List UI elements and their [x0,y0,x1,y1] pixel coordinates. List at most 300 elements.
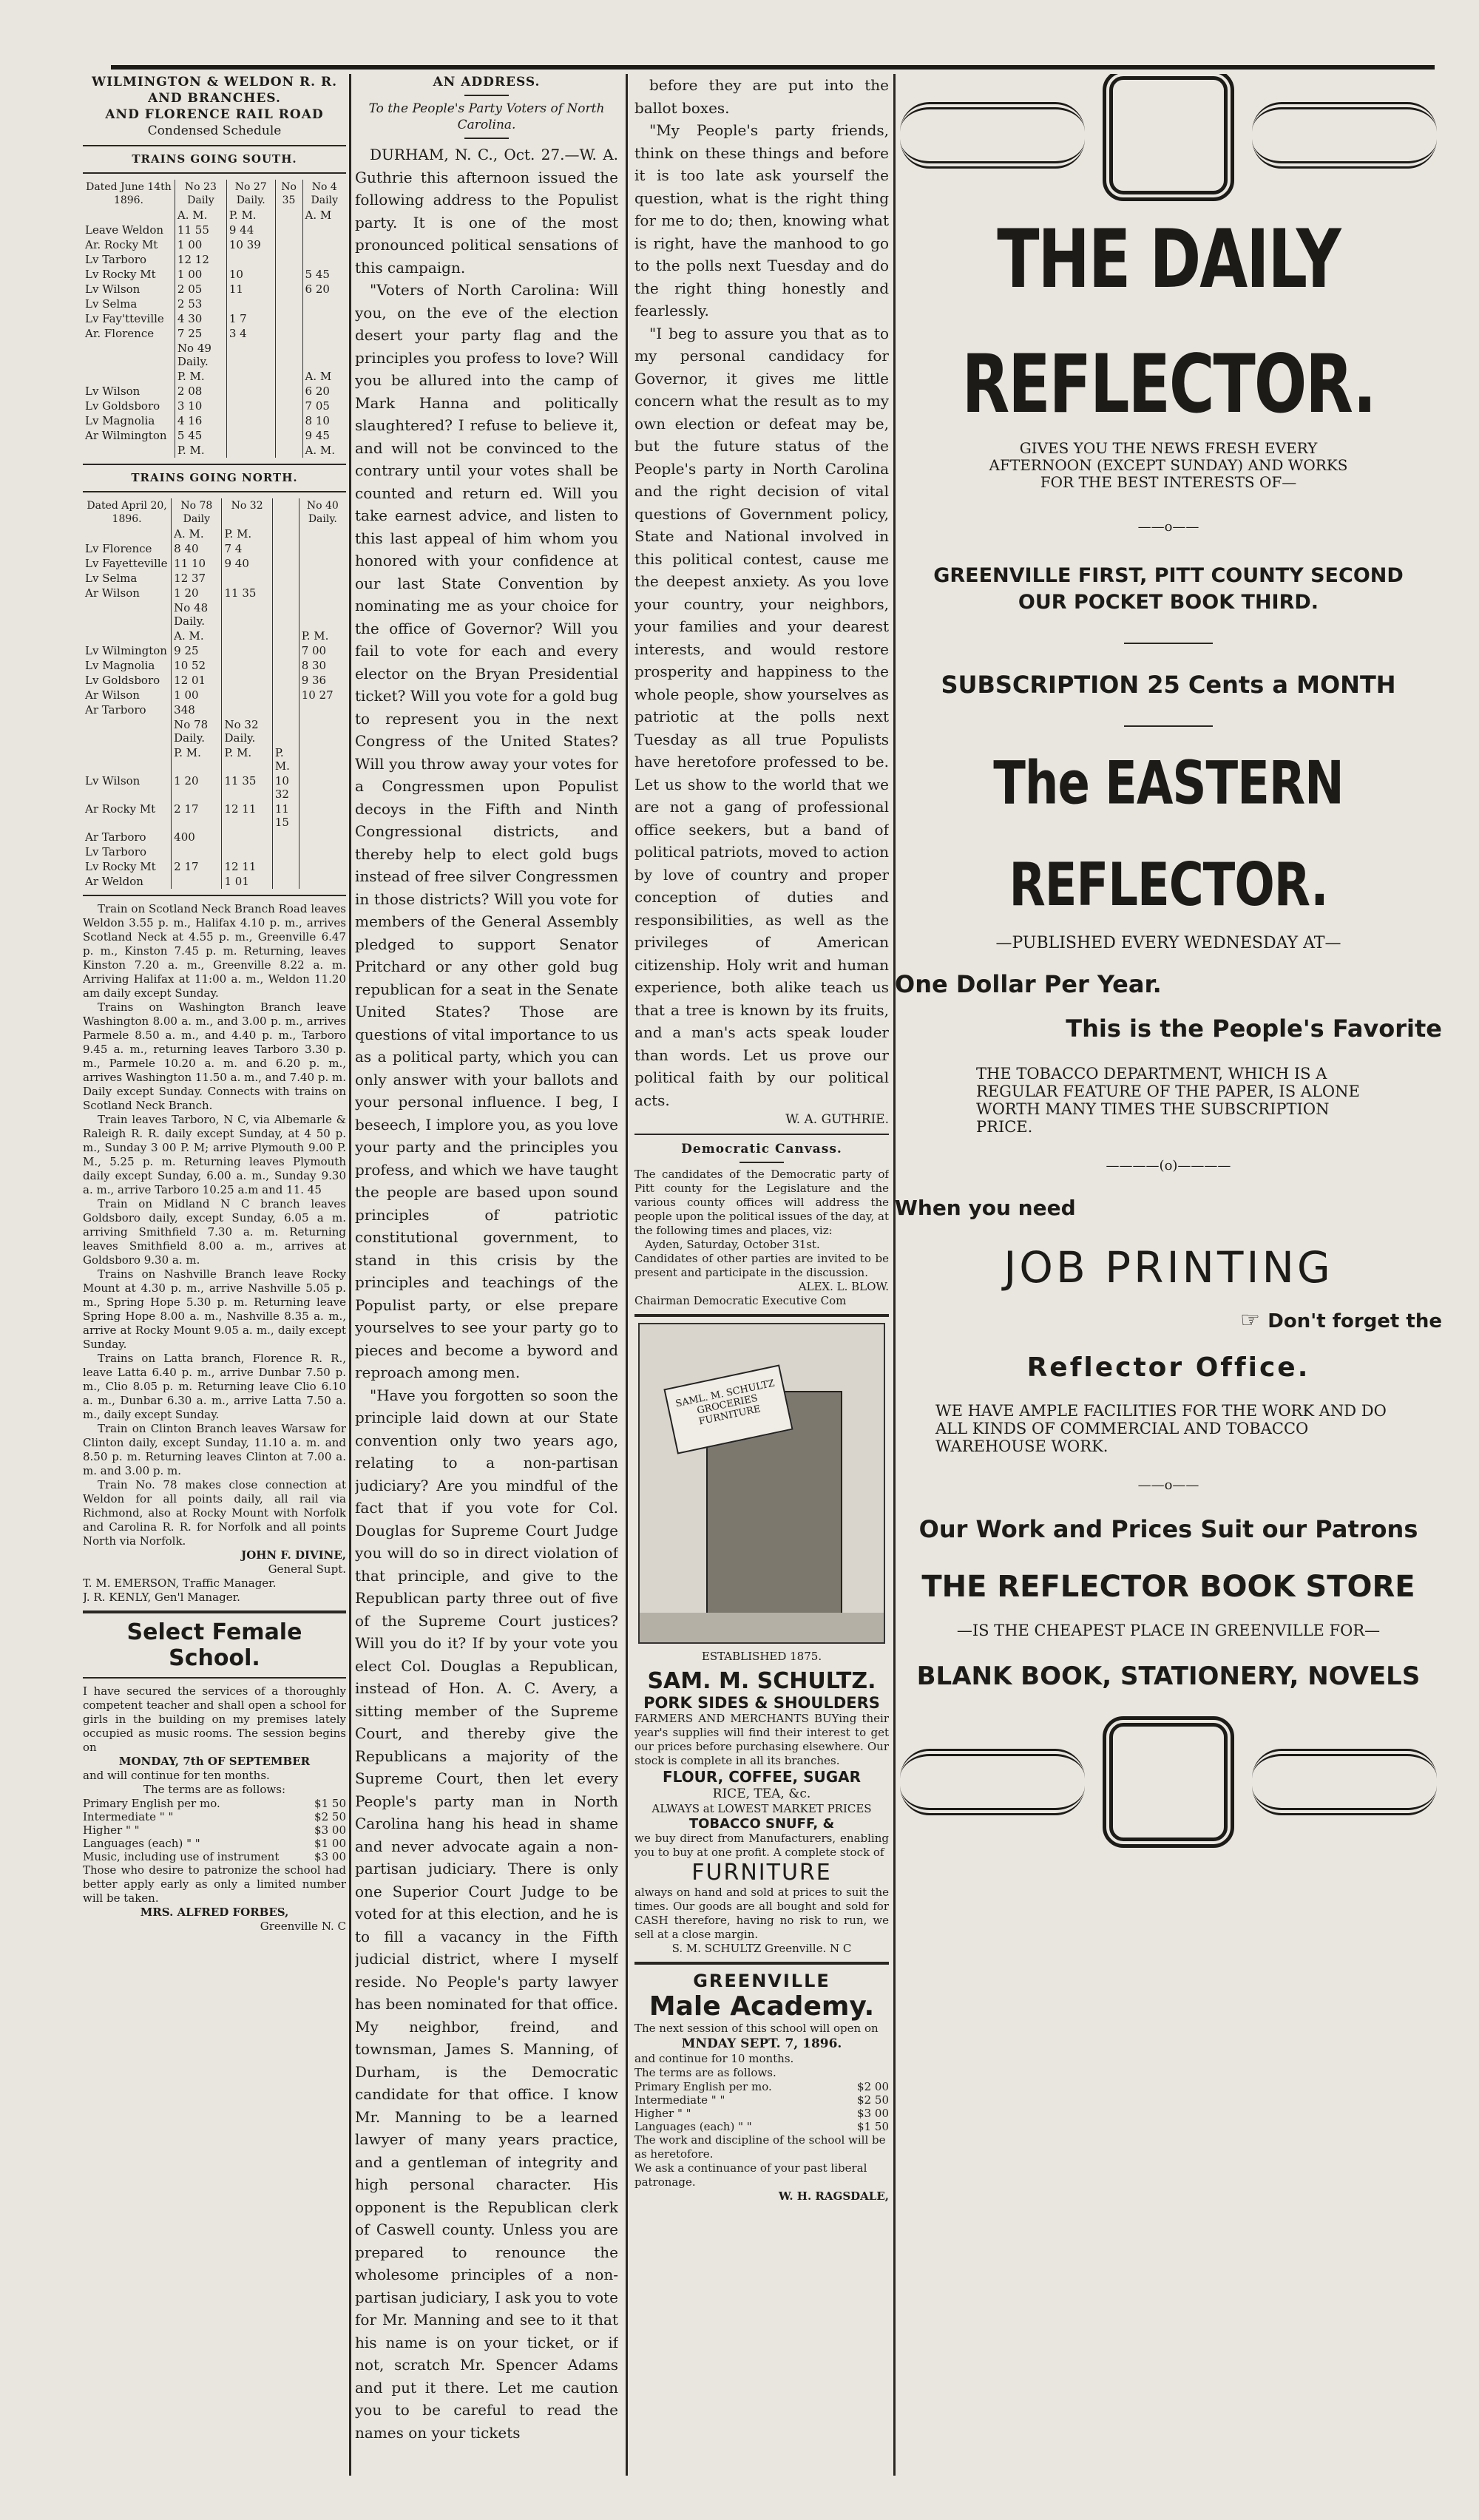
divider [83,1677,346,1679]
store-street [640,1613,884,1642]
schultz-farmers: FARMERS AND MERCHANTS BUYing their year's supplies will find their interest to get our prices before purchasing elsewhere. Our stock is complete in all its branches. [634,1712,889,1767]
column-ads [634,74,889,2476]
timetable-cell [302,223,346,237]
canvass-text: The candidates of the Democratic party of Pitt county for the Legislature and the various county offices will address the people upon the political issues of the day, at the following times and places, viz: [634,1168,889,1237]
timetable-cell [226,384,275,399]
schultz-flour: FLOUR, COFFEE, SUGAR [662,1768,862,1786]
ornament-bottom [895,1721,1442,1843]
railroad-note: Train No. 78 makes close connection at Weldon for all points daily, all rail via Richmond, also at Rocky Mount with Norfolk and Carolina R. R. for Norfolk and all points North via Norfolk. [83,1478,346,1548]
timetable-cell [222,702,272,717]
divider [1124,643,1213,644]
timetable-cell: 10 52 [172,658,222,673]
north-header: TRAINS GOING NORTH. [131,471,298,484]
timetable-cell [299,859,346,874]
timetable-cell [272,830,299,844]
timetable-row [83,526,346,541]
reflector-office: Reflector Office. [1026,1352,1310,1383]
timetable-cell: 6 20 [302,282,346,297]
timetable-row [83,773,346,802]
school-intro: I have secured the services of a thoroughly competent teacher and shall open a school for girls in the building on my premises lately occupied as music rooms. The session begins on [83,1684,346,1754]
timetable-row [83,252,346,267]
price-row [634,2107,889,2120]
timetable-cell: Lv Magnolia [85,659,155,672]
column-address [355,74,618,2476]
price-row [83,1810,346,1823]
schultz-tobacco: TOBACCO SNUFF, & [688,1816,835,1832]
timetable-cell [302,341,346,369]
price-row [634,2080,889,2093]
timetable-row [83,688,346,702]
timetable-cell [275,311,302,326]
academy-text: The next session of this school will open on [634,2022,879,2035]
timetable-cell [299,844,346,859]
timetable-cell [222,571,272,586]
timetable-row [83,297,346,311]
timetable-cell: Ar Wilson [85,586,140,600]
school-note: Those who desire to patronize the school had better apply early as only a limited number will be taken. [83,1863,346,1905]
timetable-row [83,802,346,830]
timetable-cell: A. M [302,208,346,223]
general-manager: J. R. KENLY, Gen'l Manager. [83,1591,240,1604]
railroad-note: Trains on Nashville Branch leave Rocky Mount at 4.30 p. m., arrive Nashville 5.05 p. m., Spring Hope 5.30 p. m. Returning leave Spring Hope 8.00 a. m., Nashville 8.35 a. m., arrive at Rocky Mount 9.05 a. m., daily except Sunday. [83,1267,346,1351]
timetable-cell: A. M. [172,629,222,643]
timetable-cell: Lv Wilson [85,385,141,398]
top-page-rule [111,65,1435,70]
price-row [83,1823,346,1837]
timetable-cell: Lv Wilson [85,282,141,296]
railroad-title: WILMINGTON & WELDON R. R. [91,75,338,89]
timetable-cell: 9 45 [302,428,346,443]
ornament-scroll [900,102,1085,169]
timetable-cell: Ar Rocky Mt [85,802,156,816]
price-label: Intermediate " " [634,2093,725,2107]
schultz-pork: PORK SIDES & SHOULDERS [643,1694,880,1712]
timetable-cell: 12 37 [172,571,222,586]
timetable-cell: Ar Wilmington [85,429,167,442]
timetable-cell [299,745,346,773]
timetable-cell [299,600,346,629]
timetable-cell: No 49 Daily. [175,341,226,369]
timetable-row [83,717,346,745]
timetable-cell [299,717,346,745]
timetable-cell: 348 [172,702,222,717]
timetable-cell: P. M. [222,526,272,541]
timetable-column-header: No 78 Daily [172,498,222,526]
timetable-row [83,629,346,643]
timetable-cell [275,297,302,311]
timetable-cell [275,341,302,369]
dont-forget-text: Don't forget the [1268,1310,1442,1332]
price-label: Languages (each) " " [634,2120,752,2133]
north-timetable [83,498,346,889]
timetable-cell [275,413,302,428]
timetable-row [83,571,346,586]
timetable-cell: 1 01 [222,874,272,889]
timetable-cell: 2 05 [175,282,226,297]
timetable-row [83,223,346,237]
address-paragraph: "I beg to assure you that as to my personal candidacy for Governor, it gives me little concern what the result as to my own election or defeat may be, but the future status of the People's party in North Carolina and the right decision of vital questions of Government policy, State and National involved in this political contest, cause me the deepest anxiety. As you love your country, your neighbors, your families and your dearest interests, and would restore prosperity and happiness to the whole people, show yourselves as patriotic at the polls next Tuesday as all true Populists have heretofore professed to be. Let us show to the world that we are not a gang of professional office seekers, but a band of political patriots, moved to action by love of country and proper conception of duties and responsibilities, as well as the privileges of American citizenship. Holy writ and human experience, both alike teach us that a tree is known by its fruits, and a man's acts speak louder than words. Let us prove our political faith by our political acts. [634,324,889,1109]
address-paragraph: "Voters of North Carolina: Will you, on the eve of the election desert your party flag and the principles you profess to love? Will you be allured into the camp of Mark Hanna and politically slaughtered? I refuse to believe it, and will not be convinced to the contrary until your votes shall be counted and return ed. Will you take earnest advice, and listen to this last appeal of him whom you honored with your confidence at our last State Convention by nominating me as your choice for the office of Governor? Will you fail to vote for each and every elector on the Bryan Presidential ticket? Will you vote for a gold bug to represent you in the next Congress of the United States? Will you throw away your votes for a Congressmen upon Populist decoys in the Fifth and Ninth Congressional districts, and thereby help to elect gold bugs instead of free silver Congressmen in those districts? Will you vote for members of the General Assembly pledged to support Senator Pritchard or any other gold bug republican for a seat in the Senate United States? Those are questions of vital importance to us as a political party, which you can only answer with your ballots and your personal influence. I beg, I beseech, I implore you, as you love your party and the principles you profess, and which we have taught the people are based upon sound principles of patriotic constitutional government, to stand in this crisis by the principles and teachings of the Populist party, or else prepare yourselves to see your party go to pieces and become a byword and reproach among men. [355,281,618,1381]
timetable-cell [275,384,302,399]
academy-terms [634,2080,889,2133]
timetable-cell: 1 20 [172,773,222,802]
timetable-cell [272,673,299,688]
column-rule [626,74,628,2476]
timetable-cell: A. M. [172,526,222,541]
divider [634,1314,889,1317]
timetable-cell [272,629,299,643]
timetable-cell: 11 10 [172,556,222,571]
address-subheading: To the People's Party Voters of North Carolina. [368,101,605,132]
school-title: Select Female School. [126,1619,302,1671]
timetable-cell [83,629,172,643]
timetable-row [83,384,346,399]
timetable-cell: 5 45 [302,267,346,282]
timetable-cell [275,208,302,223]
price-value: $1 50 [314,1797,346,1810]
timetable-cell [226,443,275,458]
column-rule [349,74,351,2476]
guthrie-signature: W. A. GUTHRIE. [785,1112,889,1127]
timetable-row [83,208,346,223]
separator: ——o—— [1137,519,1199,535]
timetable-cell [222,830,272,844]
address-body [355,143,618,2444]
timetable-column-header: Dated June 14th 1896. [86,181,172,206]
price-label: Higher " " [634,2107,691,2120]
column-railroad [83,74,346,2476]
timetable-row [83,326,346,341]
book-store-line: THE REFLECTOR BOOK STORE [921,1570,1415,1604]
railroad-notes [83,902,346,1548]
address-paragraph: "Have you forgotten so soon the principle laid down at our State convention only two years ago, relating to a non-partisan judiciary? Are you mindful of the fact that if you vote for Col. Douglas for Supreme Court Judge you will do so in direct violation of that principle, and give to the Republican party three out of five of the Supreme Court justices? Will you do it? If by your vote you elect Col. Douglas a Republican, instead of Hon. A. C. Avery, a sitting member of the Supreme Court, and thereby give the Republicans a majority of the Supreme Court, then let every People's party man in North Carolina hang his head in shame and never advocate again a non-partisan judiciary. There is only one Superior Court Judge to be voted for at this election, and he is to fill a vacancy in the Fifth judicial district, where I myself reside. No People's party lawyer has been nominated for that office. My neighbor, freind, and townsman, James S. Manning, of Durham, is the Democratic candidate for that office. I know Mr. Manning to be a learned lawyer of many years practice, and a gentleman of integrity and high personal character. His opponent is the Republican clerk of Caswell county. Unless you are prepared to renounce the wholesome principles of a non-partisan judiciary, I ask you to vote for Mr. Manning and see to it that his name is on your ticket, or if not, scratch Mr. Spencer Adams and put it there. Let me caution you to be careful to read the names on your tickets [355,1386,618,2442]
timetable-cell: Lv Tarboro [85,845,146,858]
divider [740,1162,784,1163]
timetable-cell: Ar Wilson [85,688,140,702]
timetable-cell: P. M. [226,208,275,223]
blank-book-line: BLANK BOOK, STATIONERY, NOVELS [916,1662,1421,1691]
timetable-cell: No 32 Daily. [222,717,272,745]
timetable-row [83,673,346,688]
timetable-cell: Ar. Florence [85,327,155,340]
store-engraving [638,1323,885,1644]
timetable-cell: 1 00 [175,267,226,282]
canvass-signature: ALEX. L. BLOW. [798,1280,889,1293]
timetable-cell [222,600,272,629]
schultz-name: SAM. M. SCHULTZ. [647,1668,876,1694]
railroad-signature-title: General Supt. [268,1562,346,1576]
divider [83,1610,346,1613]
schultz-rice: RICE, TEA, &c. [712,1786,811,1801]
ornament-scroll [1252,102,1437,169]
timetable-column-header: No 35 [275,180,302,208]
schultz-signature: S. M. SCHULTZ Greenville. N C [671,1942,852,1955]
timetable-cell: 12 11 [222,859,272,874]
price-label: Languages (each) " " [83,1837,200,1850]
timetable-cell: Leave Weldon [85,223,164,237]
eastern-reflector-title: The EASTERN REFLECTOR. [993,750,1344,920]
timetable-cell [299,702,346,717]
schultz-furniture: FURNITURE [691,1860,832,1886]
timetable-row [83,399,346,413]
ornament-top [895,74,1442,196]
railroad-schedule-label: Condensed Schedule [147,123,282,138]
timetable-cell: 11 15 [272,802,299,830]
timetable-cell [83,443,175,458]
timetable-cell: P. M. [272,745,299,773]
timetable-cell [299,571,346,586]
timetable-cell: 7 4 [222,541,272,556]
price-row [83,1837,346,1850]
timetable-cell: 5 45 [175,428,226,443]
timetable-column-header: No 27 Daily. [226,180,275,208]
timetable-cell: 6 20 [302,384,346,399]
timetable-cell [299,773,346,802]
tobacco-department: THE TOBACCO DEPARTMENT, WHICH IS A REGULAR FEATURE OF THE PAPER, IS ALONE WORTH MANY TIMES THE SUBSCRIPTION PRICE. [976,1065,1360,1136]
timetable-cell [272,874,299,889]
timetable-row [83,586,346,600]
academy-top: GREENVILLE [693,1971,830,1991]
price-value: $3 00 [857,2107,889,2120]
canvass-note: Candidates of other parties are invited to be present and participate in the discussion. [634,1252,889,1279]
separator: ————(o)———— [1106,1158,1231,1173]
timetable-cell [222,643,272,658]
timetable-cell [83,600,172,629]
timetable-cell: 4 16 [175,413,226,428]
need-line: When you need [895,1196,1076,1220]
timetable-row [83,702,346,717]
timetable-cell: 1 00 [175,237,226,252]
price-label: Primary English per mo. [83,1797,220,1810]
timetable-cell [275,428,302,443]
timetable-cell [299,874,346,889]
timetable-cell [302,237,346,252]
ornament-scroll [900,1749,1085,1815]
dollar-line: One Dollar Per Year. [895,970,1162,998]
price-label: Music, including use of instrument [83,1850,280,1863]
railroad-note: Train on Midland N C branch leaves Goldsboro daily, except Sunday, 6.05 a m. arriving Smithfield 7.30 a. m. Returning leaves Smithfield 8.00 a. m., arrives at Goldsboro 9.30 a. m. [83,1197,346,1267]
timetable-cell: A. M [302,369,346,384]
timetable-cell [222,688,272,702]
timetable-row [83,341,346,369]
timetable-cell [272,658,299,673]
timetable-column-header: No 23 Daily [175,180,226,208]
timetable-cell [275,223,302,237]
timetable-cell: Ar. Rocky Mt [85,238,158,251]
timetable-cell [275,399,302,413]
work-prices-line: Our Work and Prices Suit our Patrons [918,1515,1418,1543]
timetable-cell [299,830,346,844]
canvass-date: Ayden, Saturday, October 31st. [645,1238,820,1251]
railroad-note: Trains on Washington Branch leave Washington 8.00 a. m., and 3.00 p. m., arrives Parmele 8.50 a. m., and 4.40 p. m., Tarboro 9.45 a. m., returning leaves Tarboro 3.30 p. m., Parmele 10.20 a. m. and 6.20 p. m., arrives Washington 11.50 a. m., and 7.40 p. m. Daily except Sunday. Connects with trains on Scotland Neck Branch. [83,1000,346,1112]
timetable-cell [302,311,346,326]
academy-title: Male Academy. [649,1991,875,2022]
facilities-text: WE HAVE AMPLE FACILITIES FOR THE WORK AND DO ALL KINDS OF COMMERCIAL AND TOBACCO WAREHOUSE WORK. [935,1402,1387,1455]
daily-reflector-text: GIVES YOU THE NEWS FRESH EVERY AFTERNOON (EXCEPT SUNDAY) AND WORKS FOR THE BEST INTERESTS OF— [989,439,1348,491]
timetable-cell: 2 17 [172,802,222,830]
academy-terms-header: The terms are as follows. [634,2066,776,2079]
timetable-column-header: Dated April 20, 1896. [87,500,167,525]
timetable-cell [299,526,346,541]
timetable-cell: Lv Rocky Mt [85,860,156,873]
timetable-cell [222,629,272,643]
price-value: $2 00 [857,2080,889,2093]
timetable-cell: 9 25 [172,643,222,658]
timetable-cell: 2 53 [175,297,226,311]
timetable-cell [302,252,346,267]
divider [83,464,346,465]
timetable-cell [83,717,172,745]
timetable-cell [222,673,272,688]
timetable-row [83,311,346,326]
south-header: TRAINS GOING SOUTH. [132,152,297,166]
ornament-center [1103,1716,1234,1848]
timetable-row [83,745,346,773]
timetable-cell [272,717,299,745]
railroad-note: Train on Clinton Branch leaves Warsaw for Clinton daily, except Sunday, 11.10 a. m. and 8.50 p. m. Returning leaves Clinton at 7.00 a. m. and 3.00 p. m. [83,1422,346,1477]
timetable-cell [222,658,272,673]
price-row [634,2093,889,2107]
timetable-cell: 3 10 [175,399,226,413]
timetable-cell: Lv Florence [85,542,152,555]
timetable-cell: 3 4 [226,326,275,341]
timetable-row [83,874,346,889]
greenville-line: GREENVILLE FIRST, PITT COUNTY SECOND [933,564,1404,587]
timetable-cell [275,237,302,252]
timetable-cell: Lv Goldsboro [85,399,160,413]
timetable-cell [272,702,299,717]
address-continued [634,74,889,1111]
price-value: $3 00 [314,1823,346,1837]
timetable-cell: Lv Tarboro [85,253,146,266]
price-label: Higher " " [83,1823,140,1837]
timetable-cell: 1 00 [172,688,222,702]
timetable-cell: A. M. [302,443,346,458]
timetable-cell: 4 30 [175,311,226,326]
subscription-line: SUBSCRIPTION 25 Cents a MONTH [941,671,1396,699]
timetable-row [83,830,346,844]
timetable-cell: 11 35 [222,586,272,600]
timetable-cell [226,369,275,384]
railroad-note: Train leaves Tarboro, N C, via Albemarle & Raleigh R. R. daily except Sunday, at 4 50 p. m., Sunday 3 00 P. M; arrive Plymouth 9.00 P. M., 5.25 p. m. Returning leaves Plymouth daily except Sunday, 6.00 a. m., Sunday 9.30 a. m., arrive Tarboro 10.25 a.m and 11. 45 [83,1113,346,1196]
timetable-cell: 12 01 [172,673,222,688]
timetable-cell [272,556,299,571]
timetable-row [83,859,346,874]
timetable-column-header [272,498,299,526]
academy-date: MNDAY SEPT. 7, 1896. [681,2036,842,2051]
timetable-cell: Ar Tarboro [85,830,146,844]
school-date: MONDAY, 7th OF SEPTEMBER [118,1755,311,1768]
timetable-cell: 7 00 [299,643,346,658]
timetable-cell [299,586,346,600]
timetable-cell [272,541,299,556]
timetable-cell: 11 55 [175,223,226,237]
timetable-cell [272,586,299,600]
timetable-cell [272,844,299,859]
timetable-cell [299,802,346,830]
timetable-row [83,844,346,859]
timetable-cell: 8 10 [302,413,346,428]
timetable-cell [272,571,299,586]
timetable-cell: 11 [226,282,275,297]
price-row [83,1797,346,1810]
timetable-cell: Lv Wilson [85,774,141,788]
schultz-furniture-text: always on hand and sold at prices to suit the times. Our goods are all bought and sold for CASH therefore, having no risk to run, we sell at a close margin. [634,1886,889,1941]
address-paragraph: DURHAM, N. C., Oct. 27.—W. A. Guthrie this afternoon issued the following address to the Populist party. It is one of the most pronounced political sensations of this campaign. [355,146,618,277]
timetable-cell [272,600,299,629]
price-label: Primary English per mo. [634,2080,772,2093]
column-reflector [895,74,1442,2476]
divider [464,138,509,139]
timetable-cell: Lv Goldsboro [85,674,160,687]
timetable-cell: No 78 Daily. [172,717,222,745]
timetable-cell [83,369,175,384]
job-printing: JOB PRINTING [1004,1242,1333,1293]
timetable-cell [272,859,299,874]
price-value: $2 50 [314,1810,346,1823]
timetable-column-header: No 32 [222,498,272,526]
timetable-cell [275,282,302,297]
timetable-cell [302,326,346,341]
ornament-scroll [1252,1749,1437,1815]
academy-continue: and continue for 10 months. [634,2052,794,2065]
cheapest-line: —IS THE CHEAPEST PLACE IN GREENVILLE FOR— [956,1622,1381,1639]
timetable-cell: 2 08 [175,384,226,399]
timetable-cell: P. M. [175,369,226,384]
timetable-column-header: No 40 Daily. [299,498,346,526]
timetable-cell [275,326,302,341]
timetable-row [83,443,346,458]
timetable-row [83,282,346,297]
timetable-cell: 1 20 [172,586,222,600]
timetable-cell: Lv Fay'tteville [85,312,164,325]
price-value: $3 00 [314,1850,346,1863]
timetable-cell: P. M. [299,629,346,643]
price-row [83,1850,346,1863]
timetable-cell [226,428,275,443]
timetable-row [83,643,346,658]
timetable-cell [272,526,299,541]
academy-note: The work and discipline of the school will be as heretofore. [634,2133,886,2161]
timetable-cell: 9 44 [226,223,275,237]
divider [83,895,346,896]
timetable-row [83,541,346,556]
timetable-cell: A. M. [175,208,226,223]
schultz-always: ALWAYS at LOWEST MARKET PRICES [651,1802,872,1815]
favorite-line: This is the People's Favorite [1066,1015,1442,1043]
timetable-cell [83,745,172,773]
divider [83,491,346,492]
traffic-manager: T. M. EMERSON, Traffic Manager. [83,1576,277,1590]
timetable-cell: 7 25 [175,326,226,341]
timetable-cell [275,369,302,384]
price-value: $2 50 [857,2093,889,2107]
timetable-cell: 8 40 [172,541,222,556]
south-timetable [83,180,346,458]
price-label: Intermediate " " [83,1810,174,1823]
railroad-note: Trains on Latta branch, Florence R. R., leave Latta 6.40 p. m., arrive Dunbar 7.50 p. m., Clio 8.05 p. m. Returning leave Clio 6.10 a. m., Dunbar 6.30 a. m., arrive Latta 7.50 a. m., daily except Sunday. [83,1352,346,1421]
timetable-cell [272,688,299,702]
timetable-cell: P. M. [222,745,272,773]
divider [1124,725,1213,727]
timetable-row [83,267,346,282]
price-row [634,2120,889,2133]
timetable-cell: 400 [172,830,222,844]
divider [634,1134,889,1135]
store-sign: SAML. M. SCHULTZ GROCERIES FURNITURE [663,1364,793,1454]
timetable-cell: 10 32 [272,773,299,802]
timetable-cell: 9 40 [222,556,272,571]
